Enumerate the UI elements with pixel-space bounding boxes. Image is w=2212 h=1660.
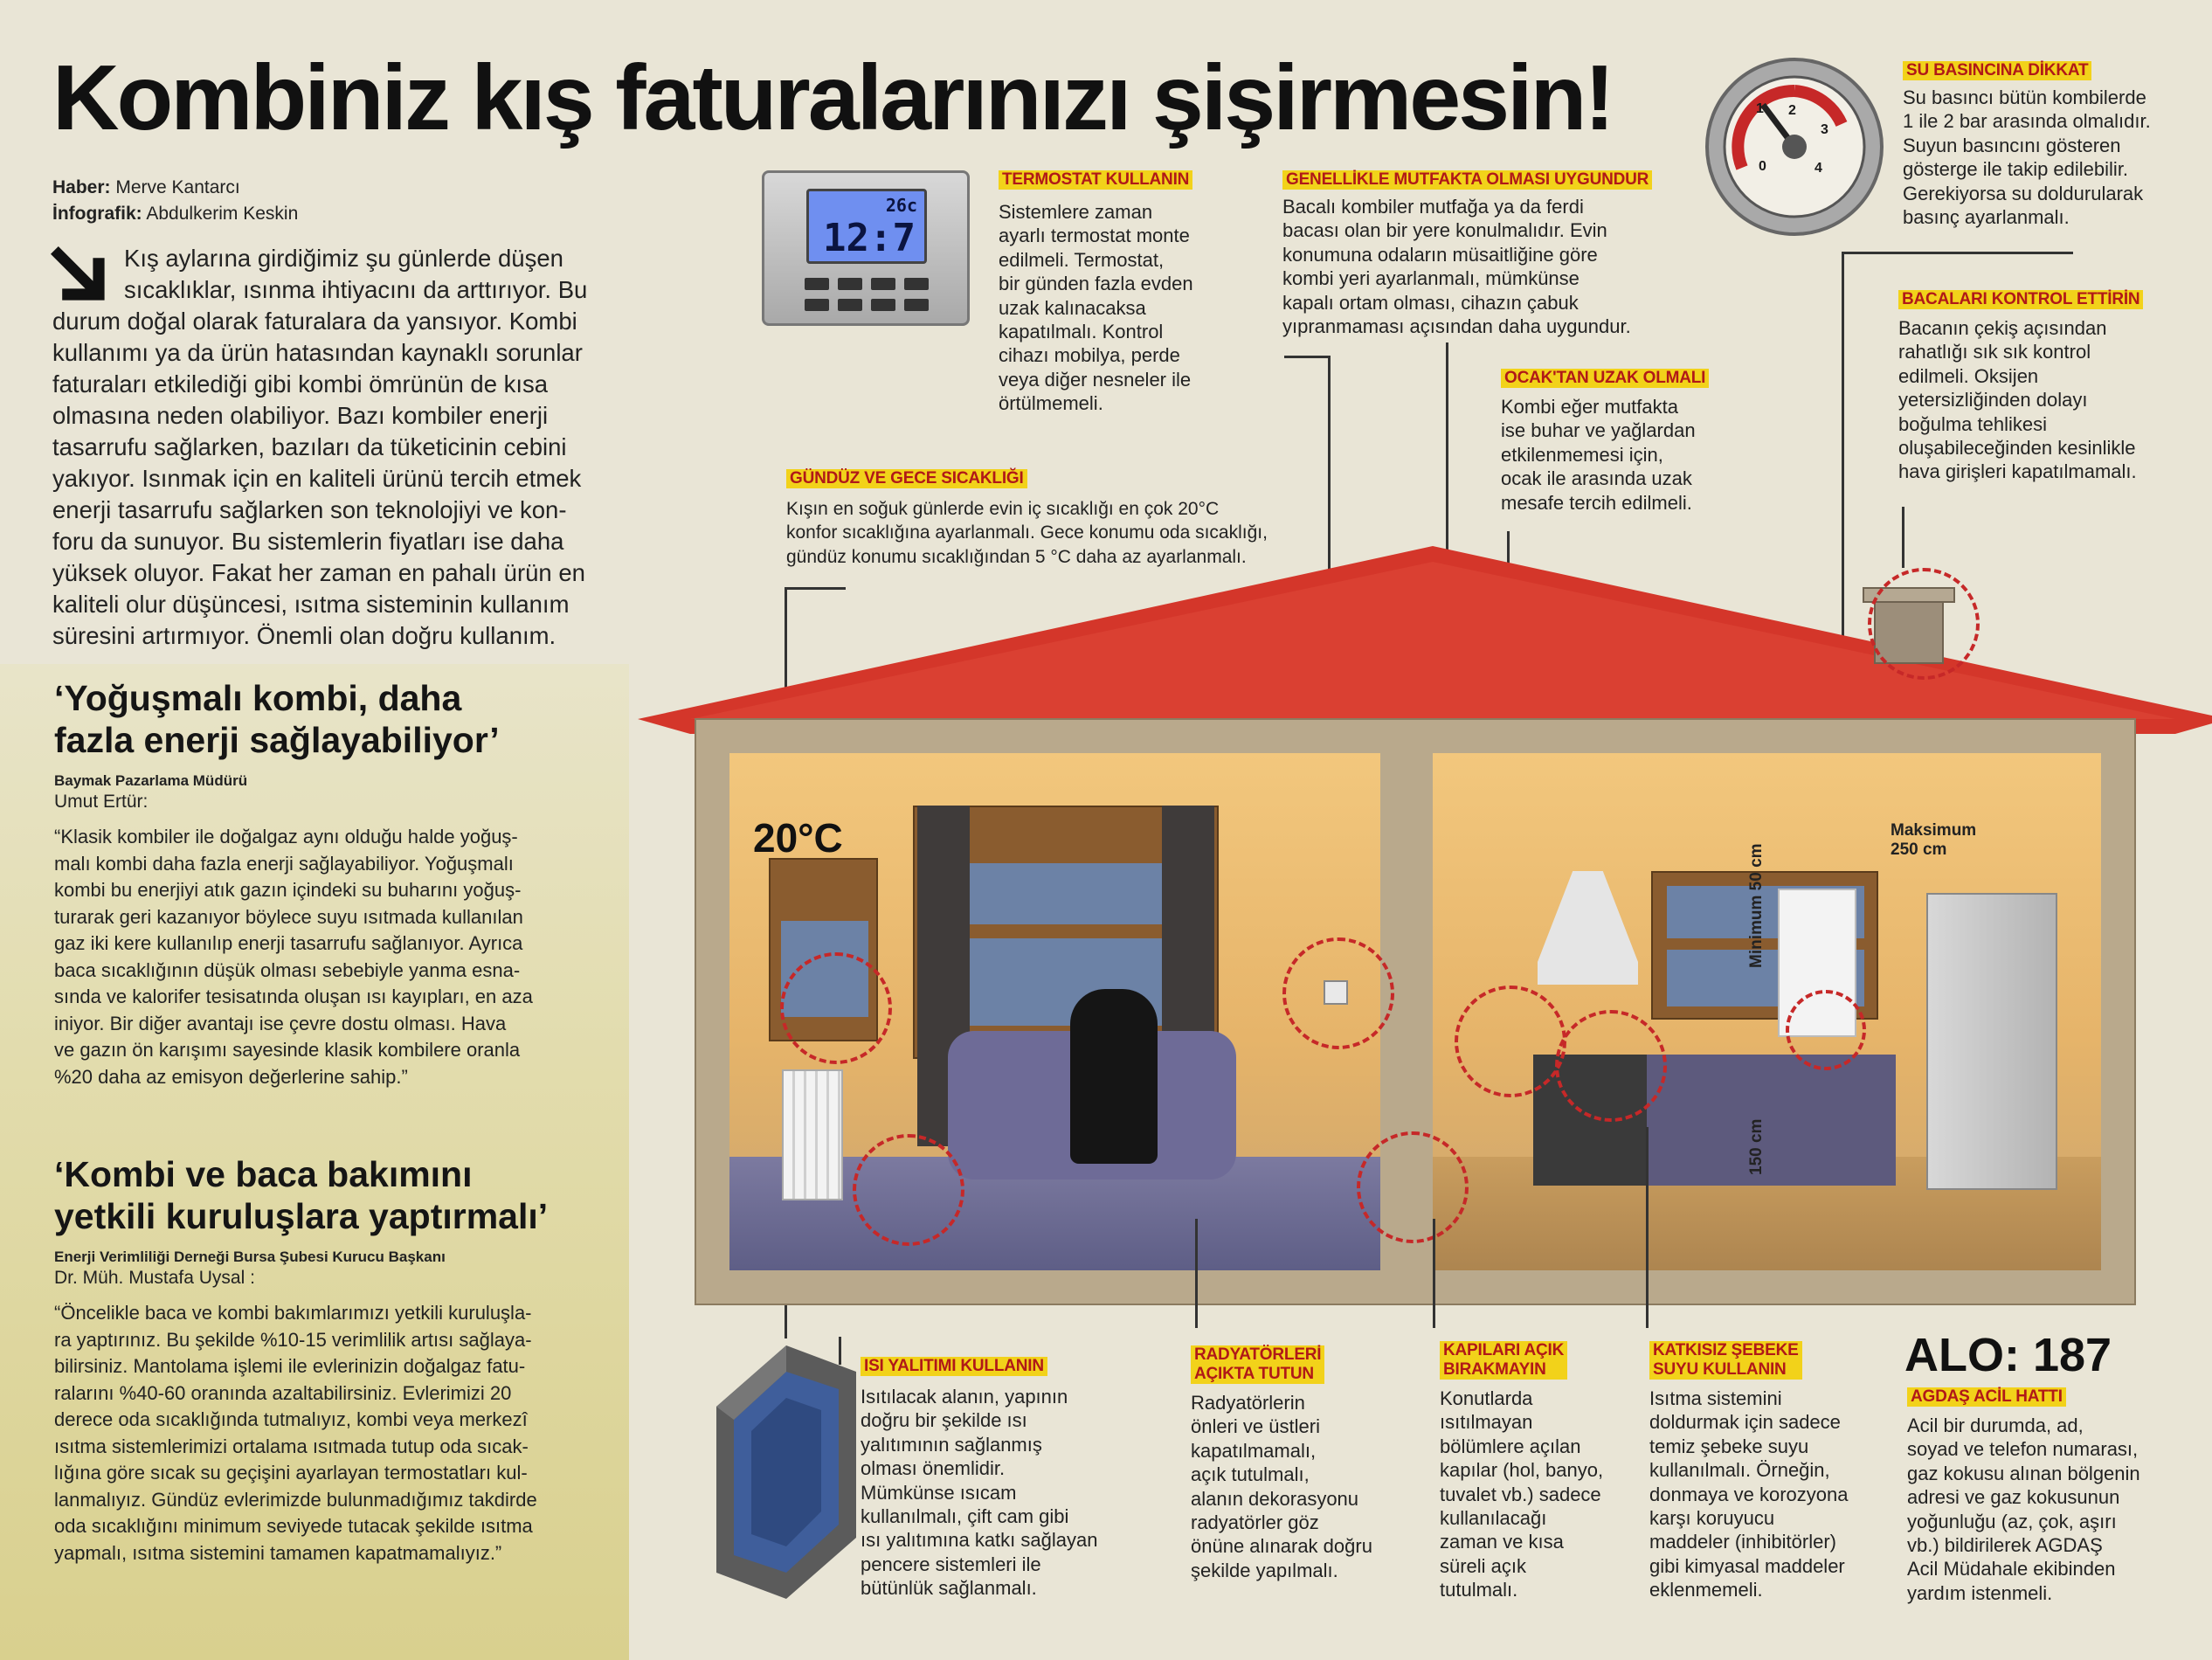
quote-line: ısıtma sistemlerimizi ortalama ısıtmada tutup oda sıcak- [54, 1435, 529, 1457]
quote-title [54, 1153, 631, 1237]
tip-line: kapatılmalı. Kontrol [999, 321, 1164, 343]
thermostat-device [762, 170, 970, 326]
tip-title-line: AÇIKTA TUTUN [1194, 1365, 1314, 1383]
tip-title: ISI YALITIMI KULLANIN [861, 1357, 1047, 1376]
tip-line: uzak kalınacaksa [999, 296, 1146, 319]
tip-line: etkilenmemesi için, [1501, 443, 1663, 466]
tip-line: Mümkünse ısıcam [861, 1481, 1017, 1504]
tip-line: yetersizliğinden dolayı [1898, 389, 2088, 412]
tip-body [861, 1385, 1105, 1601]
tip-line: bir günden fazla evden [999, 273, 1193, 295]
tip-termostat [999, 170, 1278, 416]
tip-bacalari [1898, 290, 2200, 484]
reporter-name: Merve Kantarcı [115, 177, 240, 197]
quote-line: kombi bu enerjiyi atık gazın içindeki su buharını yoğuş- [54, 879, 522, 901]
tip-line: Su basıncı bütün kombilerde [1903, 86, 2146, 108]
gauge-tick-2: 2 [1788, 103, 1796, 118]
quote-line: baca sıcaklığının düşük olması sebebiyle yanma esna- [54, 958, 521, 981]
alo-hotline-number: ALO: 187 [1904, 1329, 2112, 1381]
headline: Kombiniz kış faturalarınızı şişirmesin! [52, 46, 1613, 149]
tip-line: bölümlere açılan [1440, 1435, 1581, 1457]
quote-title-line: ‘Kombi ve baca bakımını [54, 1154, 473, 1194]
intro-line: enerji tasarrufu sağlarken son teknolojiyi ve kon- [52, 496, 567, 523]
quote-line: sında ve kalorifer tesisatında oluşan ısı kayıpları, en aza [54, 986, 533, 1007]
tip-title [1191, 1345, 1324, 1384]
tip-line: pencere sistemleri ile [861, 1553, 1041, 1575]
tip-line: doldurmak için sadece [1649, 1411, 1841, 1434]
quote-name: Umut Ertür: [54, 792, 149, 812]
intro-line: yüksek oluyor. Fakat her zaman en pahalı ürün en [52, 559, 585, 586]
tip-line: ısıtılmayan [1440, 1411, 1533, 1434]
tip-line: Isıtılacak alanın, yapının [861, 1386, 1068, 1408]
quote-line: “Klasik kombiler ile doğalgaz aynı olduğu halde yoğuş- [54, 826, 518, 847]
intro-line: tasarrufu sağlarken, bazıları da tüketicinin cebini [52, 433, 567, 460]
tip-body [1440, 1387, 1632, 1602]
quote-block-1 [54, 677, 631, 1090]
tip-line: cihazı mobilya, perde [999, 344, 1180, 367]
thermostat-small-readout: 26c [885, 195, 917, 216]
cooker-hood [1538, 871, 1638, 985]
tip-line: yardım istenmeli. [1907, 1581, 2053, 1604]
tip-line: gibi kimyasal maddeler [1649, 1554, 1845, 1577]
tip-line: ayarlı termostat monte [999, 225, 1190, 247]
tip-line: basınç ayarlanmalı. [1903, 206, 2070, 229]
quote-title-line: yetkili kuruluşlara yaptırmalı’ [54, 1196, 549, 1236]
highlight-circle [780, 952, 892, 1064]
intro-line: kullanımı ya da ürün hatasından kaynaklı sorunlar [52, 339, 583, 366]
tip-line: konumuna odaların müsaitliğine göre [1282, 243, 1598, 266]
tip-line: Acil Müdahale ekibinden [1907, 1558, 2116, 1580]
quote-line: turarak geri kazanıyor böylece suyu ısıtmada kullanılan [54, 905, 523, 928]
intro-line: Kış aylarına girdiğimiz şu günlerde düşen [124, 245, 563, 272]
tip-line: 1 ile 2 bar arasında olmalıdır. [1903, 110, 2151, 133]
tip-line: maddeler (inhibitörler) [1649, 1531, 1836, 1553]
thermostat-screen [806, 189, 927, 264]
intro-line: durum doğal olarak faturalara da yansıyor. Kombi [52, 308, 577, 335]
tip-line: önüne alınarak doğru [1191, 1535, 1372, 1558]
intro-text [52, 243, 603, 652]
quote-block-2 [54, 1153, 631, 1567]
tip-line: yalıtımının sağlanmış [861, 1433, 1042, 1456]
tip-line: radyatörler göz [1191, 1511, 1319, 1534]
tip-line: gündüz konumu sıcaklığından 5 °C daha az ayarlanmalı. [786, 546, 1247, 567]
tip-kapilar [1440, 1341, 1632, 1602]
tip-line: tuvalet vb.) sadece [1440, 1483, 1601, 1505]
tip-line: zaman ve kısa [1440, 1531, 1564, 1553]
tip-line: gaz kokusu alınan bölgenin [1907, 1462, 2140, 1484]
tip-title-line: KATKISIZ ŞEBEKE [1653, 1341, 1799, 1359]
tip-title-line: KAPILARI AÇIK [1443, 1341, 1565, 1359]
tip-line: edilmeli. Oksijen [1898, 364, 2039, 387]
thermostat-button [838, 278, 862, 290]
tip-mutfak [1282, 170, 1684, 338]
quote-line: ve gazın ön karışımı sayesinde klasik kombilere oranla [54, 1039, 521, 1061]
temperature-label: 20°C [753, 815, 843, 861]
tip-title [1649, 1341, 1802, 1380]
tip-line: mesafe tercih edilmeli. [1501, 491, 1692, 514]
tip-line: önleri ve üstleri [1191, 1415, 1320, 1438]
tip-body [1501, 395, 1763, 515]
thermostat-button [805, 278, 829, 290]
tip-line: doğru bir şekilde ısı [861, 1409, 1027, 1432]
quote-name: Dr. Müh. Mustafa Uysal : [54, 1268, 255, 1288]
tip-radyator [1191, 1345, 1409, 1582]
quote-line: ra yaptırınız. Bu şekilde %10-15 verimlilik artısı sağlaya- [54, 1328, 532, 1351]
tip-line: temiz şebeke suyu [1649, 1435, 1809, 1457]
dim-150: 150 cm [1747, 1118, 1766, 1175]
tip-line: kapalı ortam olması, cihazın çabuk [1282, 291, 1579, 314]
thermostat-button [871, 278, 895, 290]
quote-body [54, 824, 631, 1090]
intro-line: yakıyor. Isınmak için en kaliteli ürünü tercih etmek [52, 465, 582, 492]
quote-line: iniyor. Bir diğer avantajı ise çevre dostu olması. Hava [54, 1012, 507, 1034]
tip-body [1898, 316, 2200, 484]
connector-line [1646, 1127, 1649, 1328]
tip-line: Bacalı kombiler mutfağa ya da ferdi [1282, 196, 1584, 218]
quote-body [54, 1300, 631, 1567]
tip-line: alanın dekorasyonu [1191, 1487, 1359, 1510]
tip-body [1191, 1391, 1409, 1582]
quote-title-line: ‘Yoğuşmalı kombi, daha [54, 678, 462, 718]
intro-line: foru da sunuyor. Bu sistemlerin fiyatları ise daha [52, 528, 564, 555]
intro-line: sıcaklıklar, ısınma ihtiyacını da arttırıyor. Bu [124, 276, 588, 303]
quote-line: ralarını %40-60 oranında azaltabilirsiniz. Evlerimizi 20 [54, 1381, 512, 1404]
tip-line: donmaya ve korozyona [1649, 1483, 1849, 1505]
thermostat-buttons [805, 278, 936, 311]
dim-max-250: Maksimum 250 cm [1891, 821, 1977, 859]
quote-line: bilirsiniz. Mantolama işlemi ile evlerinizin doğalgaz fatu- [54, 1355, 526, 1377]
tip-title: GENELLİKLE MUTFAKTA OLMASI UYGUNDUR [1282, 170, 1652, 190]
thermostat-big-readout: 12:7 [823, 216, 916, 260]
highlight-circle [1786, 990, 1866, 1070]
reporter-label: Haber: [52, 177, 111, 197]
quote-role: Baymak Pazarlama Müdürü [54, 772, 248, 789]
tip-line: kullanılmalı, çift cam gibi [861, 1505, 1069, 1528]
tip-line: kullanılacağı [1440, 1507, 1547, 1530]
tip-line: Acil bir durumda, ad, [1907, 1414, 2084, 1436]
gauge-tick-3: 3 [1821, 122, 1828, 137]
tip-body [999, 200, 1278, 416]
quote-title [54, 677, 631, 761]
tip-line: ise buhar ve yağlardan [1501, 419, 1696, 442]
quote-role: Enerji Verimliliği Derneği Bursa Şubesi Kurucu Başkanı [54, 1248, 446, 1265]
tip-isi-yalitimi [861, 1357, 1105, 1601]
tip-line: hava girişleri kapatılmamalı. [1898, 460, 2137, 483]
refrigerator [1926, 893, 2057, 1190]
tip-line: kapılar (hol, banyo, [1440, 1459, 1604, 1482]
tip-line: gösterge ile takip edilebilir. [1903, 158, 2129, 181]
tip-title-line: RADYATÖRLERİ [1194, 1345, 1322, 1364]
graphic-name: Abdulkerim Keskin [146, 204, 299, 224]
gauge-tick-4: 4 [1815, 161, 1822, 176]
tip-title: SU BASINCINA DİKKAT [1903, 61, 2091, 80]
tip-line: Suyun basıncını gösteren [1903, 134, 2121, 156]
tip-line: Konutlarda [1440, 1387, 1533, 1409]
connector-line [1433, 1219, 1435, 1328]
tip-line: açık tutulmalı, [1191, 1463, 1310, 1486]
intro-line: faturaları etkilediği gibi kombi ömrünün de kısa [52, 370, 549, 398]
quote-line: lığına göre sıcak su geçişini ayarlayan termostatları kul- [54, 1462, 528, 1484]
tip-body [1907, 1414, 2204, 1605]
connector-line [1842, 252, 2073, 254]
highlight-circle [853, 1134, 964, 1246]
intro-line: süresini artırmıyor. Önemli olan doğru kullanım. [52, 622, 556, 649]
quote-line: “Öncelikle baca ve kombi bakımlarımızı yetkili kuruluşla- [54, 1302, 532, 1324]
tip-body [1282, 195, 1684, 338]
radiator [782, 1069, 843, 1200]
tip-line: veya diğer nesneler ile [999, 368, 1192, 391]
quote-line: lanmalıyız. Gündüz evlerimizde bulunmadığımız takdirde [54, 1488, 537, 1511]
tip-line: kombi yeri ayarlanmalı, mümkünse [1282, 267, 1580, 290]
tip-line: karşı koruyucu [1649, 1507, 1775, 1530]
tip-title: BACALARI KONTROL ETTİRİN [1898, 290, 2143, 309]
dim-min-50: Minimum 50 cm [1747, 843, 1766, 968]
tip-line: örtülmemeli. [999, 392, 1103, 415]
tip-line: adresi ve gaz kokusunun [1907, 1486, 2120, 1509]
person [1070, 989, 1158, 1164]
thermostat-button [838, 299, 862, 311]
tip-line: eklenmemeli. [1649, 1579, 1763, 1601]
tip-line: soyad ve telefon numarası, [1907, 1438, 2139, 1461]
quote-line: derece oda sıcaklığında tutmalıyız, kombi veya merkezî [54, 1408, 528, 1430]
pressure-gauge-icon [1702, 54, 1887, 239]
quote-line: %20 daha az emisyon değerlerine sahip.” [54, 1065, 408, 1088]
quote-title-line: fazla enerji sağlayabiliyor’ [54, 720, 500, 760]
tip-acil [1907, 1387, 2204, 1605]
tip-line: bacası olan bir yere konulmalıdır. Evin [1282, 219, 1607, 242]
highlight-circle [1455, 986, 1566, 1097]
tip-line: konfor sıcaklığına ayarlanmalı. Gece konumu oda sıcaklığı, [786, 522, 1268, 543]
quote-line: malı kombi daha fazla enerji sağlayabiliyor. Yoğuşmalı [54, 852, 514, 875]
tip-line: ısı yalıtımına katkı sağlayan [861, 1529, 1098, 1552]
quote-line: oda sıcaklığını minimum seviyede tutacak şekilde ısıtma [54, 1515, 533, 1537]
tip-line: Radyatörlerin [1191, 1392, 1305, 1414]
tip-line: vb.) bildirilerek AGDAŞ [1907, 1534, 2103, 1557]
tip-line: Kışın en soğuk günlerde evin iç sıcaklığı en çok 20°C [786, 499, 1220, 519]
tip-title: TERMOSTAT KULLANIN [999, 170, 1192, 190]
tip-line: kapatılmamalı, [1191, 1439, 1317, 1462]
tip-line: bütünlük sağlanmalı. [861, 1577, 1037, 1600]
quote-line: yapmalı, ısıtma sistemini tamamen kapatmamalıyız.” [54, 1541, 502, 1564]
tip-title: OCAK'TAN UZAK OLMALI [1501, 369, 1709, 388]
tip-line: Gerekiyorsa su doldurularak [1903, 182, 2144, 204]
graphic-label: İnfografik: [52, 204, 142, 224]
window-profile-icon [690, 1337, 856, 1608]
tip-line: edilmeli. Termostat, [999, 248, 1165, 271]
tip-line: yoğunluğu (az, çok, aşırı [1907, 1510, 2117, 1532]
intro-line: olmasına neden olabiliyor. Bazı kombiler enerji [52, 402, 549, 429]
tip-ocak [1501, 369, 1763, 515]
credits [52, 175, 298, 227]
tip-line: tutulmalı. [1440, 1579, 1518, 1601]
tip-line: rahatlığı sık sık kontrol [1898, 341, 2091, 363]
highlight-circle [1282, 937, 1394, 1049]
tip-line: oluşabileceğinden kesinlikle [1898, 437, 2136, 460]
thermostat-button [904, 299, 929, 311]
gauge-tick-1: 1 [1756, 101, 1764, 116]
highlight-circle [1868, 568, 1980, 680]
kitchen-cabinet [1647, 1055, 1896, 1186]
tip-line: Bacanın çekiş açısından [1898, 317, 2107, 339]
tip-line: yıpranmaması açısından daha uygundur. [1282, 315, 1631, 338]
tip-line: süreli açık [1440, 1554, 1527, 1577]
tip-line: Isıtma sistemini [1649, 1387, 1782, 1409]
highlight-circle [1357, 1131, 1469, 1243]
tip-title-line: SUYU KULLANIN [1653, 1360, 1787, 1379]
connector-line [1195, 1219, 1198, 1328]
gauge-tick-0: 0 [1759, 159, 1766, 174]
tip-line: şekilde yapılmalı. [1191, 1559, 1338, 1581]
tip-su-basinci [1903, 61, 2204, 229]
thermostat-button [871, 299, 895, 311]
tip-title: AGDAŞ ACİL HATTI [1907, 1387, 2066, 1407]
tip-line: Kombi eğer mutfakta [1501, 396, 1678, 418]
tip-title [1440, 1341, 1567, 1380]
tip-title-line: BIRAKMAYIN [1443, 1360, 1546, 1379]
tip-body [1649, 1387, 1890, 1602]
intro-line: kaliteli olur düşüncesi, ısıtma sisteminin kullanım [52, 591, 570, 618]
tip-line: kullanılmalı. Örneğin, [1649, 1459, 1830, 1482]
thermostat-button [904, 278, 929, 290]
tip-line: ocak ile arasında uzak [1501, 467, 1692, 490]
thermostat-button [805, 299, 829, 311]
tip-title: GÜNDÜZ VE GECE SICAKLIĞI [786, 469, 1027, 488]
tip-katkisiz [1649, 1341, 1890, 1602]
connector-line [1284, 356, 1330, 358]
tip-body [1903, 86, 2204, 229]
highlight-circle [1555, 1010, 1667, 1122]
tip-line: boğulma tehlikesi [1898, 412, 2047, 435]
tip-line: Sistemlere zaman [999, 201, 1153, 223]
tip-line: olması önemlidir. [861, 1457, 1006, 1480]
quote-line: gaz iki kere kullanılıp enerji tasarrufu sağlanıyor. Ayrıca [54, 932, 523, 954]
